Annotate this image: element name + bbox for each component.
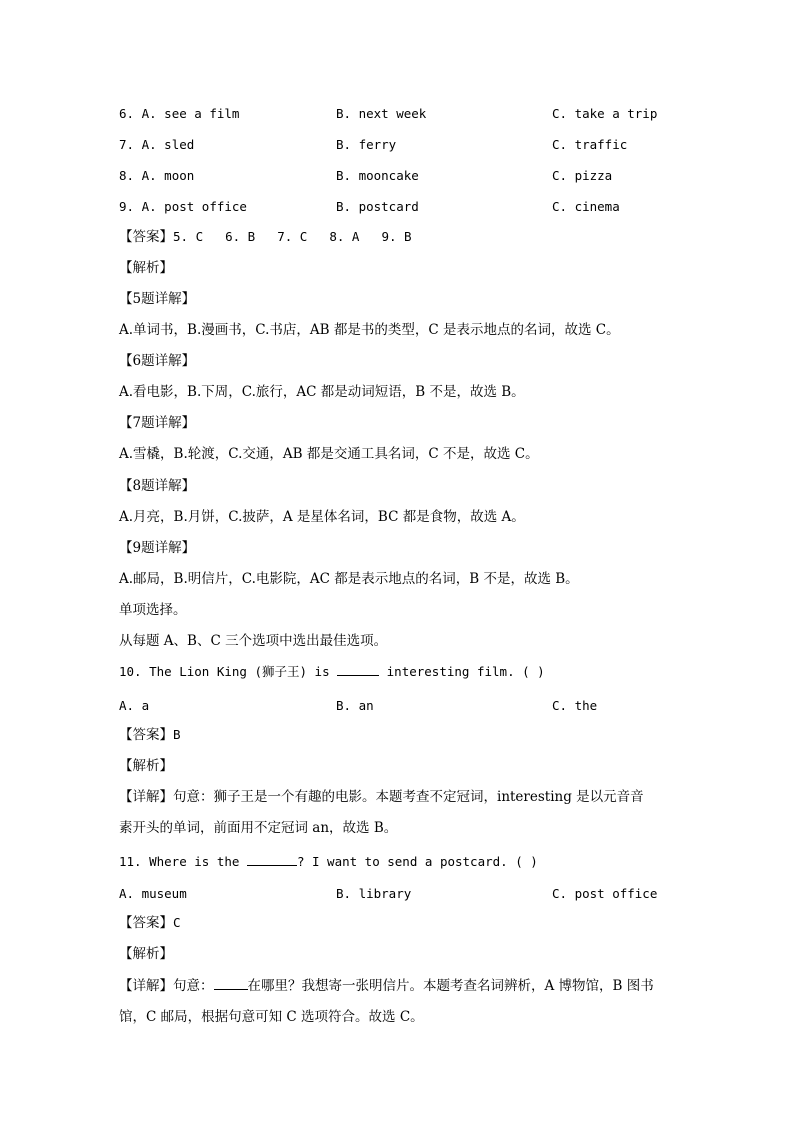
answer-value: C	[173, 915, 181, 930]
detail-text: 馆，C 邮局，根据句意可知 C 选项符合。故选 C。	[119, 1009, 424, 1025]
detail-heading: 【5题详解】	[119, 291, 196, 307]
answer-label: 【答案】	[119, 727, 173, 743]
option-a: 8. A. moon	[119, 168, 195, 183]
question-text: 11. Where is the	[119, 854, 240, 869]
answer-blank	[247, 852, 297, 866]
option-b: B. an	[336, 698, 374, 713]
detail-text: A.看电影，B.下周，C.旅行，AC 都是动词短语，B 不是，故选 B。	[119, 384, 525, 400]
option-b: B. ferry	[336, 137, 397, 152]
question-10	[119, 662, 734, 682]
section-instruction: 从每题 A、B、C 三个选项中选出最佳选项。	[119, 633, 388, 649]
answer-item: 7. C	[277, 229, 308, 244]
option-a: 7. A. sled	[119, 137, 195, 152]
detail-heading: 【9题详解】	[119, 540, 196, 556]
option-c: C. cinema	[552, 199, 620, 214]
answer-blank	[337, 662, 379, 676]
analysis-label: 【解析】	[119, 946, 173, 962]
answer-item: 8. A	[329, 229, 360, 244]
answer-item: 6. B	[225, 229, 256, 244]
detail-text: A.邮局，B.明信片，C.电影院，AC 都是表示地点的名词，B 不是，故选 B。	[119, 571, 579, 587]
option-a: 9. A. post office	[119, 199, 247, 214]
detail-text: 素开头的单词，前面用不定冠词 an，故选 B。	[119, 820, 398, 836]
analysis-label: 【解析】	[119, 758, 173, 774]
option-c: C. pizza	[552, 168, 613, 183]
answer-item: 9. B	[381, 229, 412, 244]
question-text-end: ? I want to send a postcard. ( )	[296, 854, 538, 869]
detail-prefix: 【详解】句意：	[119, 978, 214, 994]
answer-label: 【答案】	[119, 915, 173, 931]
option-a: A. museum	[119, 886, 187, 901]
detail-heading: 【8题详解】	[119, 478, 196, 494]
analysis-label: 【解析】	[119, 260, 173, 276]
option-b: B. library	[336, 886, 412, 901]
question-number: 8.	[119, 168, 135, 183]
detail-heading: 【7题详解】	[119, 415, 196, 431]
detail-text: A.雪橇，B.轮渡，C.交通，AB 都是交通工具名词，C 不是，故选 C。	[119, 446, 539, 462]
answer-value: B	[173, 727, 181, 742]
question-11	[119, 852, 734, 872]
option-b: B. mooncake	[336, 168, 419, 183]
question-number: 9.	[119, 199, 135, 214]
question-text: 10. The Lion King (狮子王) is	[119, 664, 330, 679]
question-text-end: interesting film. ( )	[386, 664, 545, 679]
answer-blank	[214, 976, 248, 990]
option-a: A. a	[119, 698, 150, 713]
option-c: C. traffic	[552, 137, 628, 152]
answer-line	[119, 227, 734, 247]
question-number: 7.	[119, 137, 135, 152]
option-c: C. take a trip	[552, 106, 658, 121]
detail-heading: 【6题详解】	[119, 353, 196, 369]
option-b: B. postcard	[336, 199, 419, 214]
answer-line	[119, 725, 734, 745]
question-number: 6.	[119, 106, 135, 121]
section-title: 单项选择。	[119, 602, 187, 618]
detail-text: 【详解】句意：狮子王是一个有趣的电影。本题考查不定冠词，interesting 是以元音音	[119, 789, 644, 805]
detail-text: A.月亮，B.月饼，C.披萨，A 是星体名词，BC 都是食物，故选 A。	[119, 509, 525, 525]
detail-text: A.单词书，B.漫画书，C.书店，AB 都是书的类型，C 是表示地点的名词，故选 C。	[119, 322, 620, 338]
answer-label: 【答案】	[119, 229, 173, 245]
answer-line	[119, 913, 734, 933]
option-a: 6. A. see a film	[119, 106, 240, 121]
option-c: C. the	[552, 698, 598, 713]
answer-item: 5. C	[173, 229, 204, 244]
option-c: C. post office	[552, 886, 658, 901]
option-b: B. next week	[336, 106, 427, 121]
detail-text: 【详解】句意： 在哪里？我想寄一张明信片。本题考查名词辨析，A 博物馆，B 图书	[119, 978, 654, 994]
